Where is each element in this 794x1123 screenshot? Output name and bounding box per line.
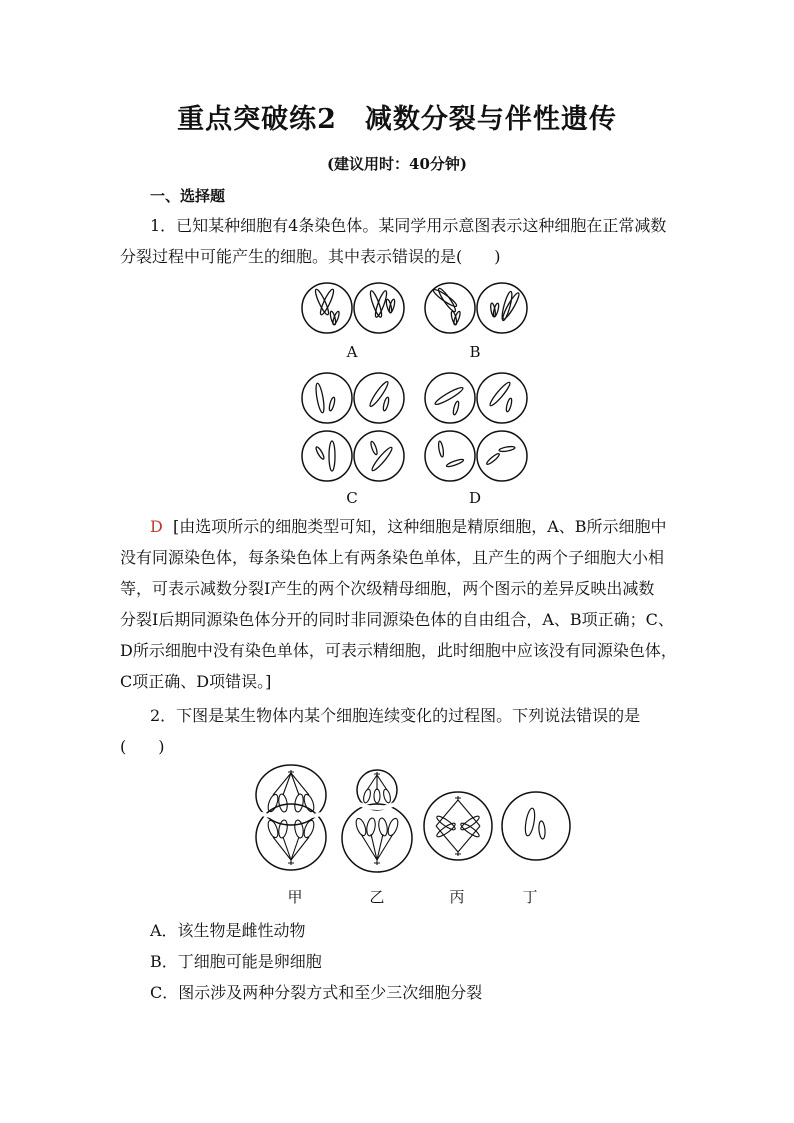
q1-answer: D	[150, 517, 163, 536]
q2-label-bing: 丙	[449, 888, 465, 906]
q2-stem-line2: ( )	[120, 737, 165, 756]
q1-explanation-start: [由选项所示的细胞类型可知，这种细胞是精原细胞，A、B所示细胞中	[173, 517, 667, 536]
q2-stem-line1: 2．下图是某生物体内某个细胞连续变化的过程图。下列说法错误的是	[150, 706, 641, 725]
q2-figure-bing	[422, 790, 494, 862]
q1-explanation-line3: 等，可表示减数分裂Ⅰ产生的两个次级精母细胞，两个图示的差异反映出减数	[120, 579, 655, 598]
q2-option-a: A．该生物是雌性动物	[150, 921, 306, 940]
q1-explanation-line1	[150, 517, 667, 537]
q1-explanation-line2: 没有同源染色体，每条染色体上有两条染色单体，且产生的两个子细胞大小相	[120, 548, 665, 567]
q1-stem-line1: 1．已知某种细胞有4条染色体。某同学用示意图表示这种细胞在正常减数	[150, 216, 667, 235]
q2-figure-yi	[339, 770, 415, 880]
q1-figure-d	[423, 371, 529, 483]
q1-explanation-line4: 分裂Ⅰ后期同源染色体分开的同时非同源染色体的自由组合，A、B项正确；C、	[120, 610, 674, 629]
q2-figure-jia	[253, 765, 333, 877]
q1-figure-c	[300, 371, 406, 483]
q1-figure-a	[300, 278, 406, 338]
q2-label-ding: 丁	[522, 888, 538, 906]
section-heading: 一、选择题	[150, 187, 226, 205]
q1-label-b: B	[469, 343, 481, 361]
q2-label-yi: 乙	[369, 888, 385, 906]
q2-option-b: B．丁细胞可能是卵细胞	[150, 952, 322, 971]
q1-label-d: D	[468, 489, 482, 507]
q1-figure-b	[423, 278, 529, 338]
q1-label-c: C	[346, 489, 358, 507]
q2-label-jia: 甲	[287, 888, 303, 906]
q1-explanation-line6: C项正确、D项错误。]	[120, 672, 272, 691]
q1-stem-line2: 分裂过程中可能产生的细胞。其中表示错误的是( )	[120, 247, 501, 266]
q1-explanation-line5: D所示细胞中没有染色单体，可表示精细胞，此时细胞中应该没有同源染色体，	[120, 641, 677, 660]
q2-figure-ding	[500, 790, 572, 862]
q2-option-c: C．图示涉及两种分裂方式和至少三次细胞分裂	[150, 983, 483, 1002]
suggested-time: (建议用时：40分钟)	[326, 155, 468, 173]
page-title: 重点突破练2 减数分裂与伴性遗传	[177, 104, 617, 135]
q1-label-a: A	[346, 343, 358, 361]
